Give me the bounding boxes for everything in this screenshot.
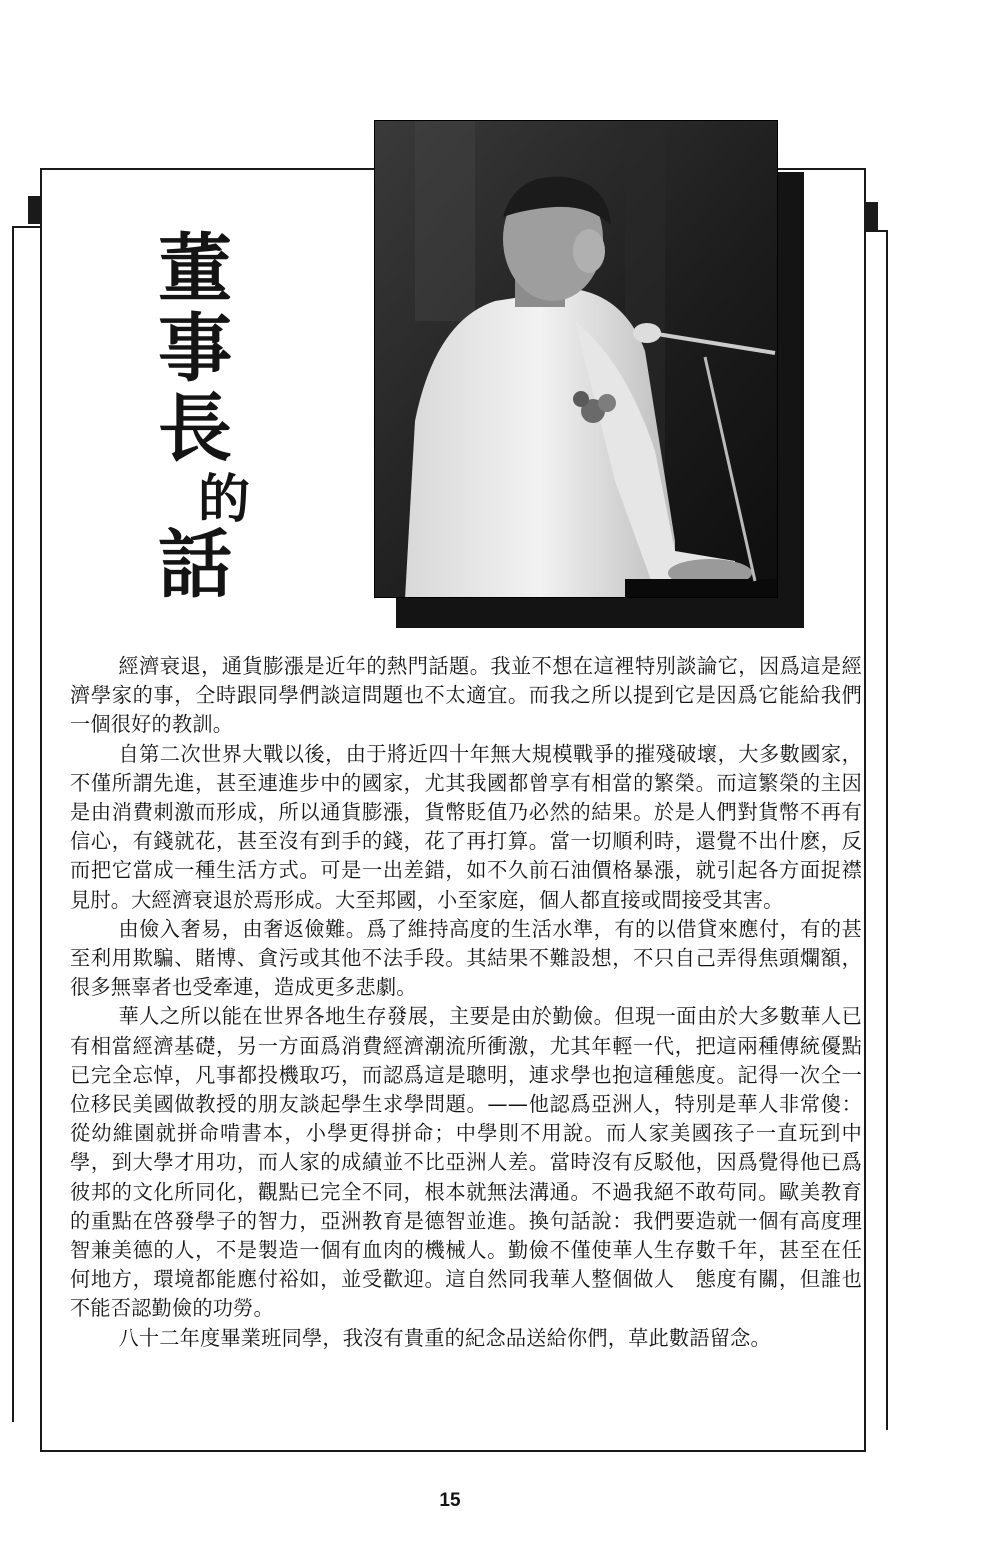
left-outer-rule-top (12, 226, 40, 228)
title-char-3: 長 (158, 386, 232, 472)
paragraph-2: 自第二次世界大戰以後，由于將近四十年無大規模戰爭的摧殘破壞，大多數國家，不僅所謂先進，甚至連進步中的國家，尤其我國都曾享有相當的繁榮。而這繁榮的主因是由消費刺激而形成，所以通貨膨漲，貨幣貶值乃必然的結果。於是人們對貨幣不再有信心，有錢就花，甚至沒有到手的錢，花了再打算。當一切順利時，還覺不出什麽，反而把它當成一種生活方式。可是一出差錯，如不久前石油價格暴漲，就引起各方面捉襟見肘。大經濟衰退於焉形成。大至邦國，小至家庭，個人都直接或間接受其害。 (70, 741, 862, 912)
article-body (70, 652, 862, 1353)
left-tab-decoration (28, 196, 40, 224)
right-outer-rule-top (866, 230, 888, 232)
paragraph-4: 華人之所以能在世界各地生存發展，主要是由於勤儉。但現一面由於大多數華人已有相當經濟基礎，另一方面爲消費經濟潮流所衝激，尤其年輕一代，把這兩種傳統優點已完全忘悼，凡事都投機取巧，而認爲這是聰明，連求學也抱這種態度。記得一次仝一位移民美國做教授的朋友談起學生求學問題。——他認爲亞洲人，特別是華人非常傻：從幼維園就拼命啃書本，小學更得拼命；中學則不用說。而人家美國孩子一直玩到中學，到大學才用功，而人家的成績並不比亞洲人差。當時沒有反駁他，因爲覺得他已爲彼邦的文化所同化，觀點已完全不同，根本就無法溝通。不過我絕不敢苟同。歐美教育的重點在啓發學子的智力，亞洲教育是德智並進。換句話說：我們要造就一個有高度理智兼美德的人，不是製造一個有血肉的機械人。勤儉不僅使華人生存數千年，甚至在任何地方，環境都能應付裕如，並受歡迎。這自然同我華人整個做人 態度有關，但誰也不能否認勤儉的功勞。 (70, 1004, 862, 1321)
title-char-4: 的 (198, 469, 251, 530)
paragraph-1: 經濟衰退，通貨膨漲是近年的熱門話題。我並不想在這裡特別談論它，因爲這是經濟學家的事，仝時跟同學們談這問題也不太適宜。而我之所以提到它是因爲它能給我們一個很好的教訓。 (70, 654, 862, 737)
title-char-5: 話 (158, 522, 232, 608)
right-tab-decoration (866, 202, 878, 230)
title-char-2: 事 (158, 306, 232, 392)
page-number: 15 (439, 1490, 461, 1511)
paragraph-5: 八十二年度畢業班同學，我沒有貴重的紀念品送給你們，草此數語留念。 (118, 1325, 771, 1350)
speaker-photo-illustration (375, 121, 778, 598)
right-outer-rule (886, 230, 888, 1430)
speaker-photo (374, 120, 778, 598)
left-outer-rule (12, 226, 14, 1422)
paragraph-3: 由儉入奢易，由奢返儉難。爲了維持高度的生活水準，有的以借貸來應付，有的甚至利用欺騙、賭博、貪污或其他不法手段。其結果不難設想，不只自己弄得焦頭爛額，很多無辜者也受牽連，造成更多悲劇。 (70, 916, 862, 1000)
title-char-1: 董 (158, 226, 232, 312)
